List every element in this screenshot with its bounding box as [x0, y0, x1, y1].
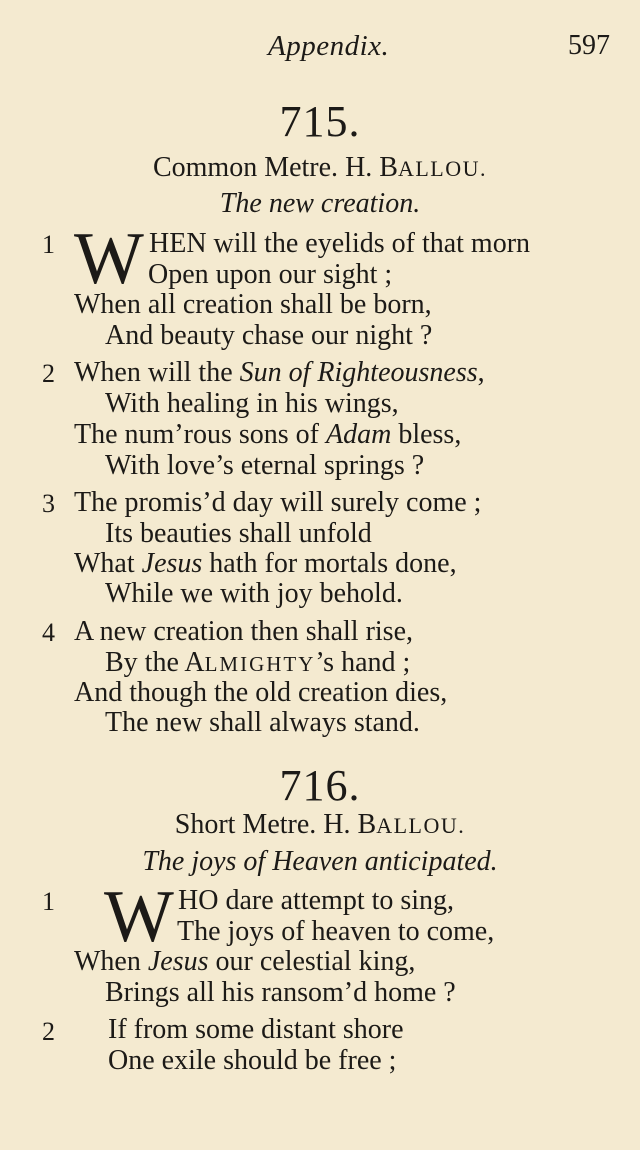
- stanza-number: 3: [42, 489, 55, 518]
- running-head: [0, 30, 640, 70]
- metre-label: Common Metre.: [152, 152, 339, 183]
- verse-line: One exile should be free ;: [108, 1045, 397, 1076]
- hymn-number: 716.: [279, 761, 361, 810]
- author-initial: H.: [345, 152, 373, 183]
- metre-label: Short Metre.: [174, 809, 317, 840]
- stanza-number: 2: [42, 1017, 55, 1046]
- stanza-number: 1: [42, 887, 55, 916]
- stanza-number: 2: [42, 359, 55, 388]
- verse-line: HEN will the eyelids of that morn: [149, 228, 531, 259]
- stanza-number: 4: [42, 618, 55, 647]
- verse-line: And though the old creation dies,: [74, 677, 448, 708]
- verse-line: Its beauties shall unfold: [105, 518, 372, 549]
- hymn-subtitle: The new creation.: [219, 188, 421, 219]
- drop-cap: W: [104, 876, 174, 958]
- hymn-subtitle: The joys of Heaven anticipated.: [142, 846, 498, 877]
- verse-line: With healing in his wings,: [105, 388, 399, 419]
- verse-line: Open upon our sight ;: [148, 259, 393, 290]
- hymn-metre-author: [0, 809, 640, 841]
- verse-line: When will the Sun of Righteousness,: [74, 357, 485, 388]
- running-head-title: Appendix.: [268, 30, 390, 62]
- author-initial: H.: [323, 809, 351, 840]
- verse-line: When all creation shall be born,: [74, 289, 432, 320]
- verse-line: If from some distant shore: [108, 1014, 404, 1045]
- hymn-number: 715.: [279, 97, 361, 146]
- verse-line: HO dare attempt to sing,: [178, 885, 455, 916]
- verse-line: The promis’d day will surely come ;: [74, 487, 482, 518]
- verse-line: A new creation then shall rise,: [74, 616, 414, 647]
- stanza-number: 1: [42, 230, 55, 259]
- author-name: BALLOU.: [357, 809, 466, 840]
- verse-line: The new shall always stand.: [105, 707, 420, 738]
- verse-line: Brings all his ransom’d home ?: [105, 977, 456, 1008]
- page-number: 597: [568, 30, 610, 61]
- verse-line: By the ALMIGHTY’s hand ;: [105, 647, 411, 678]
- hymn-metre-author: [0, 152, 640, 184]
- verse-line: The joys of heaven to come,: [177, 916, 495, 947]
- drop-cap: W: [74, 218, 144, 300]
- verse-line: And beauty chase our night ?: [105, 320, 433, 351]
- verse-line: What Jesus hath for mortals done,: [74, 548, 457, 579]
- author-name: BALLOU.: [379, 152, 488, 183]
- verse-line: While we with joy behold.: [105, 578, 403, 609]
- verse-line: The num’rous sons of Adam bless,: [74, 419, 462, 450]
- verse-line: With love’s eternal springs ?: [105, 450, 425, 481]
- verse-line: When Jesus our celestial king,: [74, 946, 416, 977]
